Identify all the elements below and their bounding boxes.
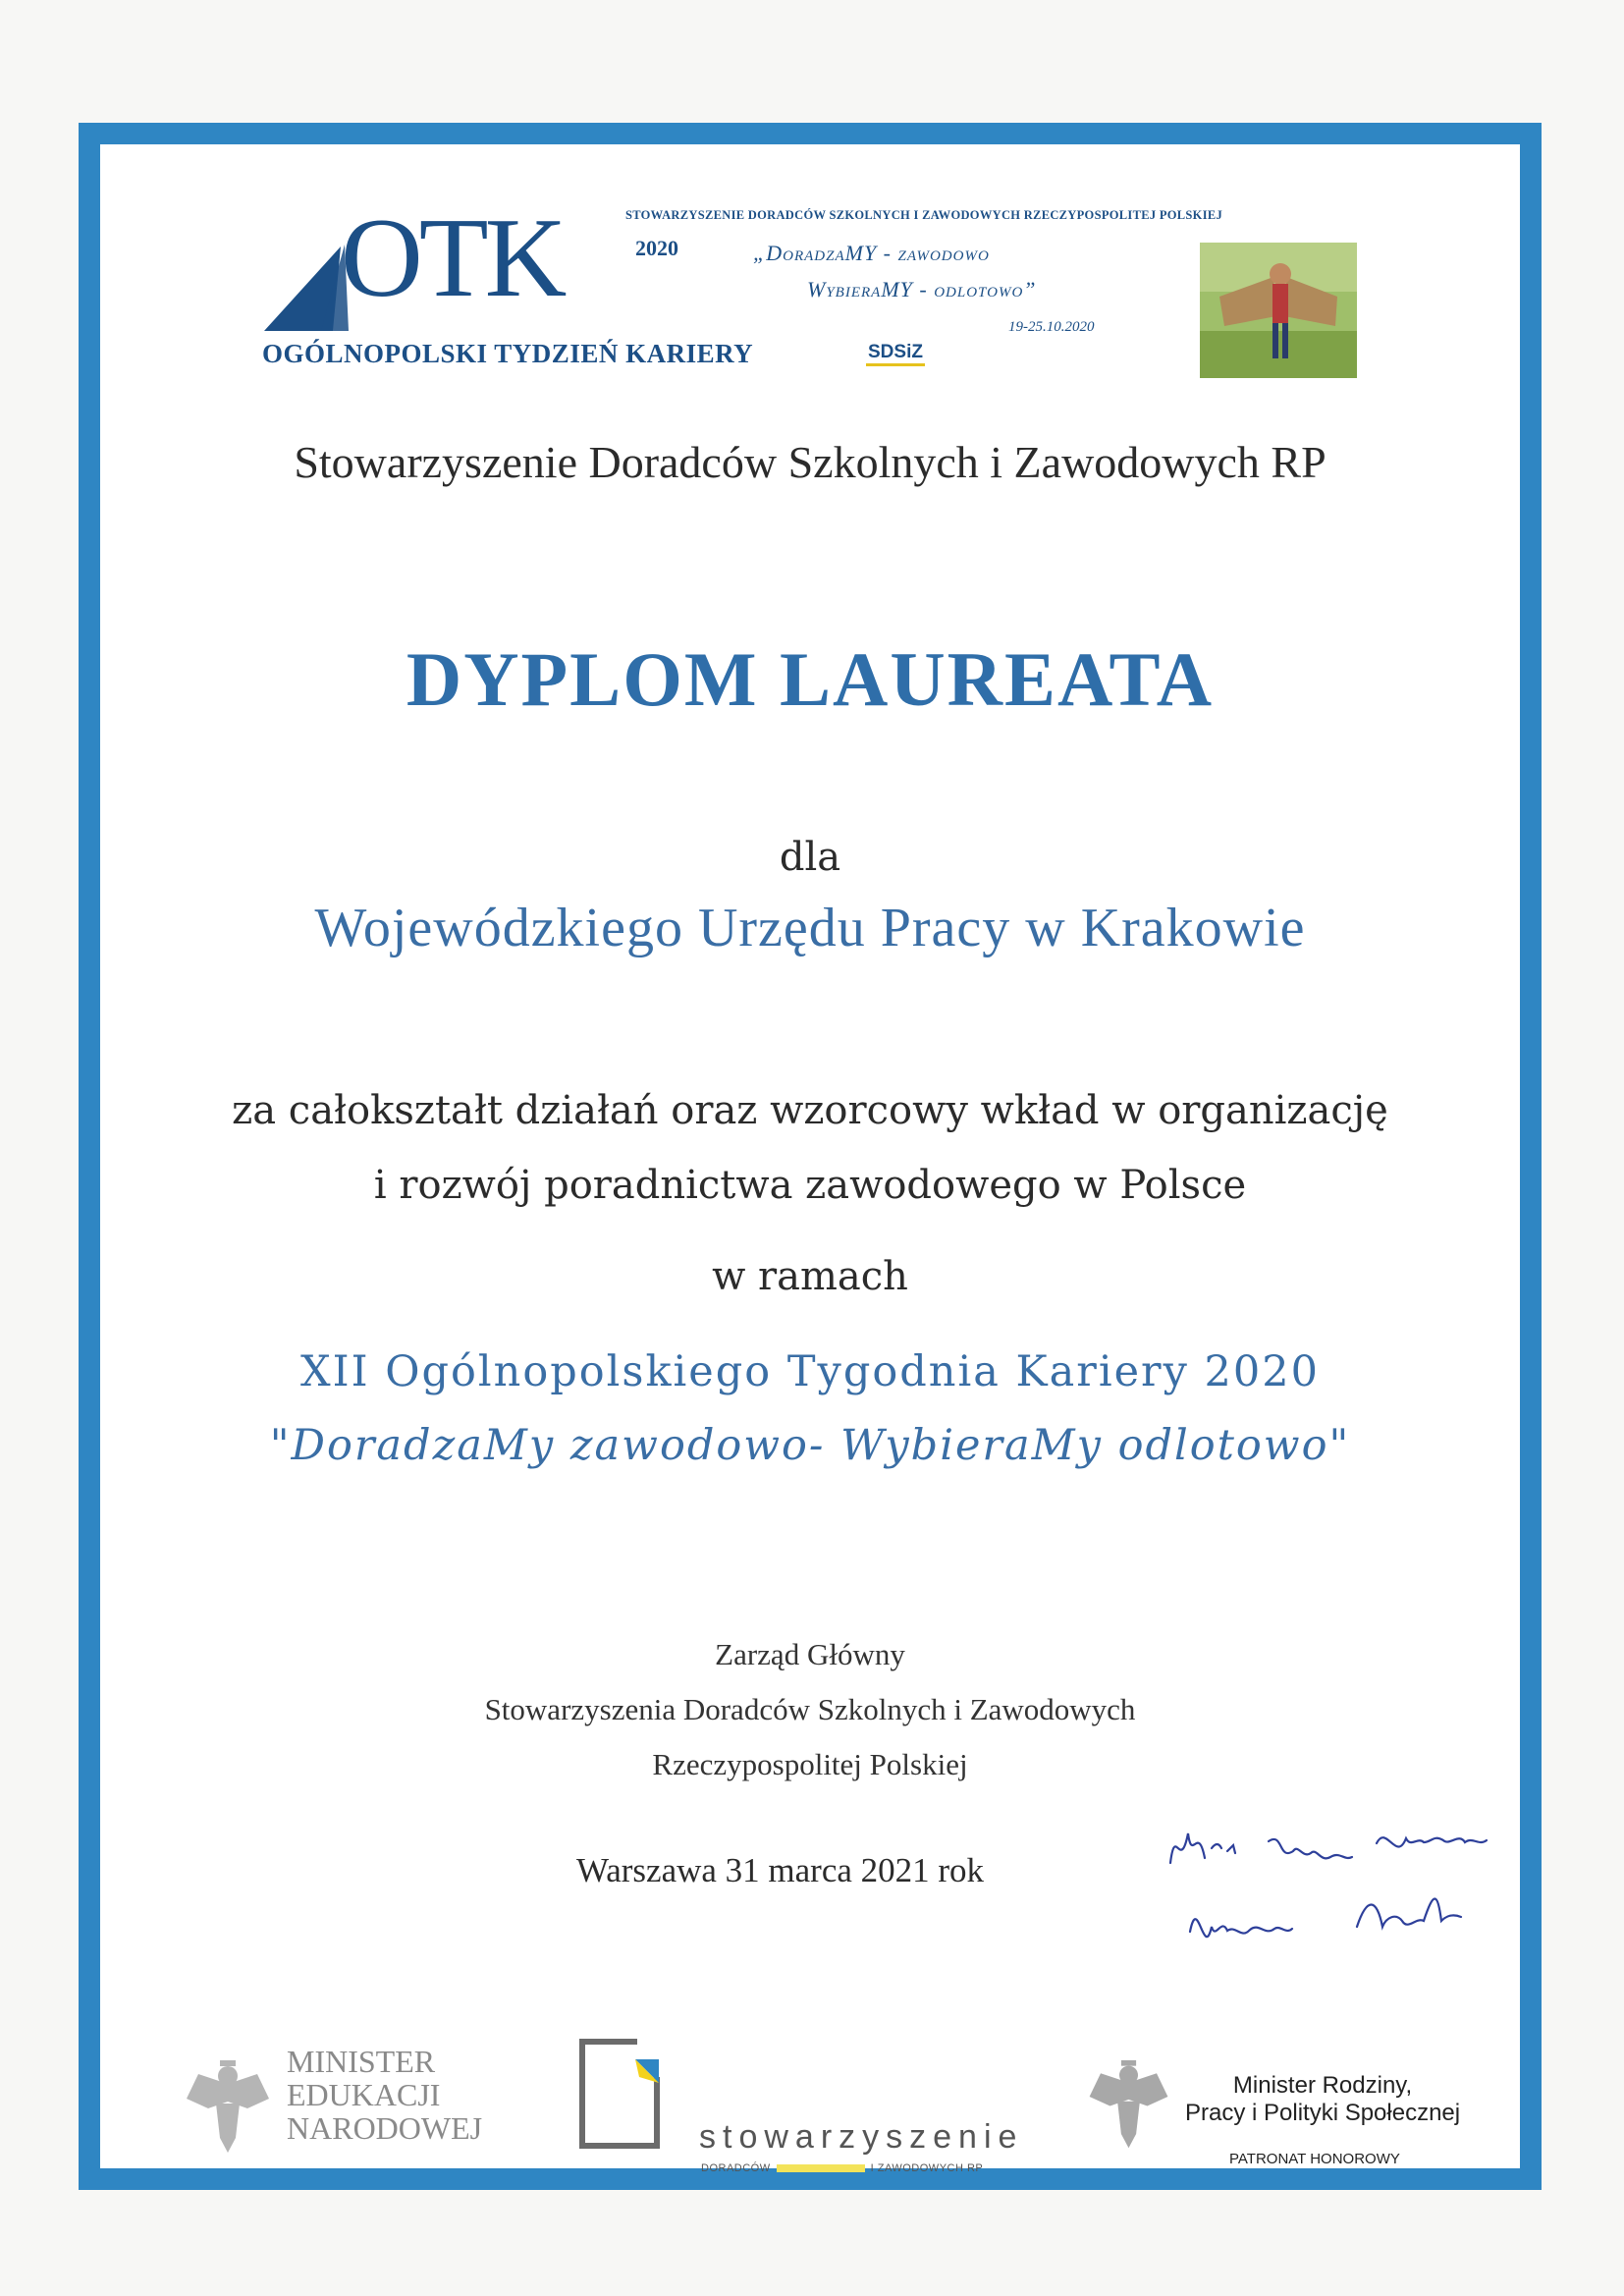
board-line-1: Zarząd Główny (715, 1637, 905, 1671)
recipient-name: Wojewódzkiego Urzędu Pracy w Krakowie (314, 898, 1306, 958)
sdsiz-square-logo-icon (578, 2038, 662, 2151)
polish-eagle-emblem-icon (179, 2054, 277, 2162)
organization-name: Stowarzyszenie Doradców Szkolnych i Zawodowych RP (294, 437, 1326, 487)
award-reason-line-2: i rozwój poradnictwa zawodowego w Polsce (373, 1163, 1247, 1208)
otk-logo-subtitle: OGÓLNOPOLSKI TYDZIEŃ KARIERY (262, 339, 754, 368)
event-dates: 19-25.10.2020 (1008, 319, 1095, 335)
ministry2-line-2: Pracy i Polityki Społecznej (1185, 2100, 1461, 2126)
place-and-date: Warszawa 31 marca 2021 rok (576, 1851, 985, 1889)
ministry1-line-2: EDUKACJI (287, 2077, 441, 2112)
ministry-family-label (1185, 2072, 1460, 2127)
association-top-line: STOWARZYSZENIE DORADCÓW SZKOLNYCH I ZAWODOWYCH RZECZYPOSPOLITEJ POLSKIEJ (625, 208, 1223, 222)
within-label: w ramach (712, 1254, 908, 1299)
otk-logo-year: 2020 (635, 236, 678, 260)
slogan-line-1: „DoradzaMY - zawodowo (753, 241, 990, 265)
ministry1-line-3: NARODOWEJ (287, 2110, 483, 2146)
otk-logo-text: OTK (341, 195, 564, 321)
award-reason-line-1: za całokształt działań oraz wzorcowy wkład w organizację (232, 1088, 1388, 1133)
sdsiz-mini-logo: SDSiZ (866, 342, 925, 366)
polish-eagle-emblem-icon (1082, 2054, 1175, 2158)
event-name: XII Ogólnopolskiego Tygodnia Kariery 2020 (300, 1347, 1320, 1396)
ministry2-line-1: Minister Rodziny, (1232, 2072, 1413, 2099)
diploma-title: DYPLOM LAUREATA (406, 636, 1215, 722)
sdsiz-yellow-bar (777, 2164, 865, 2172)
for-label: dla (779, 835, 841, 880)
slogan-line-2: WybieraMY - odlotowo” (807, 277, 1037, 301)
award-reason (100, 1073, 1520, 1223)
certificate-frame (79, 123, 1542, 2190)
event-slogan: "DoradzaMy zawodowo- WybieraMy odlotowo" (269, 1421, 1351, 1470)
signature-scribble (1151, 1804, 1573, 1971)
sdsiz-sub-left: DORADCÓW (701, 2162, 771, 2174)
child-with-cardboard-wings-photo (1200, 243, 1357, 378)
ministry1-line-1: MINISTER (287, 2044, 436, 2079)
issuing-board (100, 1627, 1520, 1792)
board-line-2: Stowarzyszenia Doradców Szkolnych i Zawodowych (484, 1692, 1136, 1726)
ministry-education-label (287, 2045, 482, 2145)
sdsiz-wordmark: stowarzyszenie (699, 2118, 1024, 2156)
honorary-patronage-label: PATRONAT HONOROWY (1229, 2151, 1400, 2167)
board-line-3: Rzeczypospolitej Polskiej (652, 1747, 968, 1781)
sdsiz-subline (701, 2162, 983, 2174)
sdsiz-sub-right: I ZAWODOWYCH RP (870, 2162, 984, 2174)
